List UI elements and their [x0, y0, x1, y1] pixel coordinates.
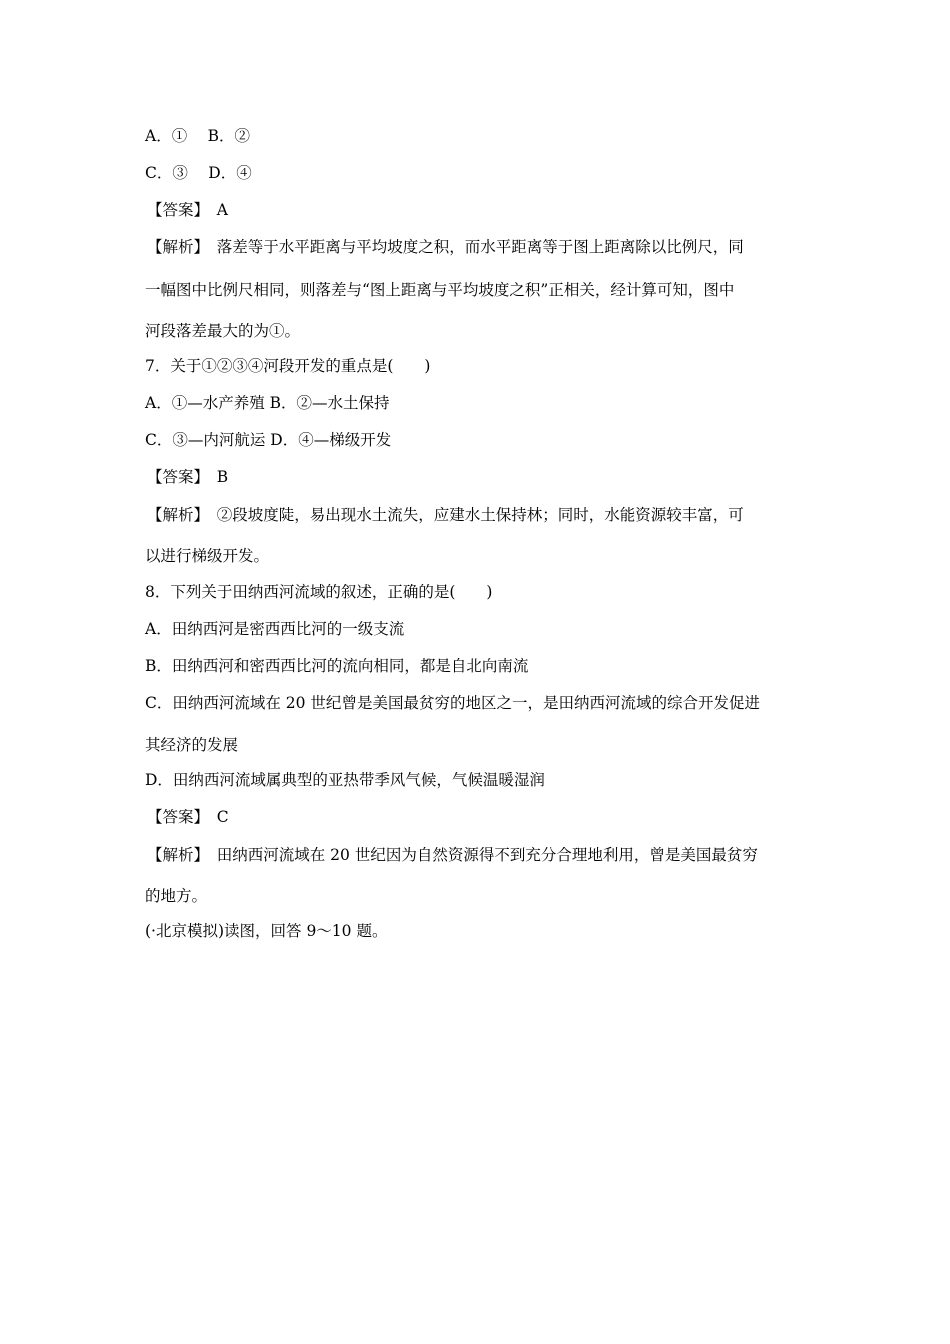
q6-options-cd: C．③ D．④ [145, 164, 252, 182]
q8-explanation-line-2: 的地方。 [145, 887, 208, 905]
q8-option-b: B．田纳西河和密西西比河的流向相同，都是自北向南流 [145, 657, 529, 675]
q8-option-a: A．田纳西河是密西西比河的一级支流 [145, 620, 405, 638]
q9-10-intro: (·北京模拟)读图，回答 9～10 题。 [145, 922, 388, 940]
q7-explanation-line-1: 【解析】 ②段坡度陡，易出现水土流失，应建水土保持林；同时，水能资源较丰富，可 [147, 506, 744, 524]
q8-option-c-line-1: C．田纳西河流域在 20 世纪曾是美国最贫穷的地区之一，是田纳西河流域的综合开发促进 [145, 694, 760, 712]
q7-explanation-line-2: 以进行梯级开发。 [145, 547, 270, 565]
q6-explanation-line-1: 【解析】 落差等于水平距离与平均坡度之积，而水平距离等于图上距离除以比例尺，同 [147, 238, 744, 256]
q6-explanation-line-3: 河段落差最大的为①。 [145, 322, 301, 340]
q7-stem: 7．关于①②③④河段开发的重点是( ) [145, 357, 431, 375]
q7-options-cd: C．③—内河航运 D．④—梯级开发 [145, 431, 392, 449]
q8-answer: 【答案】 C [147, 808, 229, 826]
q8-stem: 8．下列关于田纳西河流域的叙述，正确的是( ) [145, 583, 493, 601]
q8-option-d: D．田纳西河流域属典型的亚热带季风气候，气候温暖湿润 [145, 771, 545, 789]
q6-answer: 【答案】 A [147, 201, 228, 219]
q7-answer: 【答案】 B [147, 468, 229, 486]
q8-explanation-line-1: 【解析】 田纳西河流域在 20 世纪因为自然资源得不到充分合理地利用，曾是美国最贫穷 [147, 846, 758, 864]
q6-explanation-line-2: 一幅图中比例尺相同，则落差与“图上距离与平均坡度之积”正相关，经计算可知，图中 [145, 281, 735, 299]
q8-option-c-line-2: 其经济的发展 [145, 736, 239, 754]
q7-options-ab: A．①—水产养殖 B．②—水土保持 [145, 394, 390, 412]
q6-options-ab: A．① B．② [145, 127, 251, 145]
